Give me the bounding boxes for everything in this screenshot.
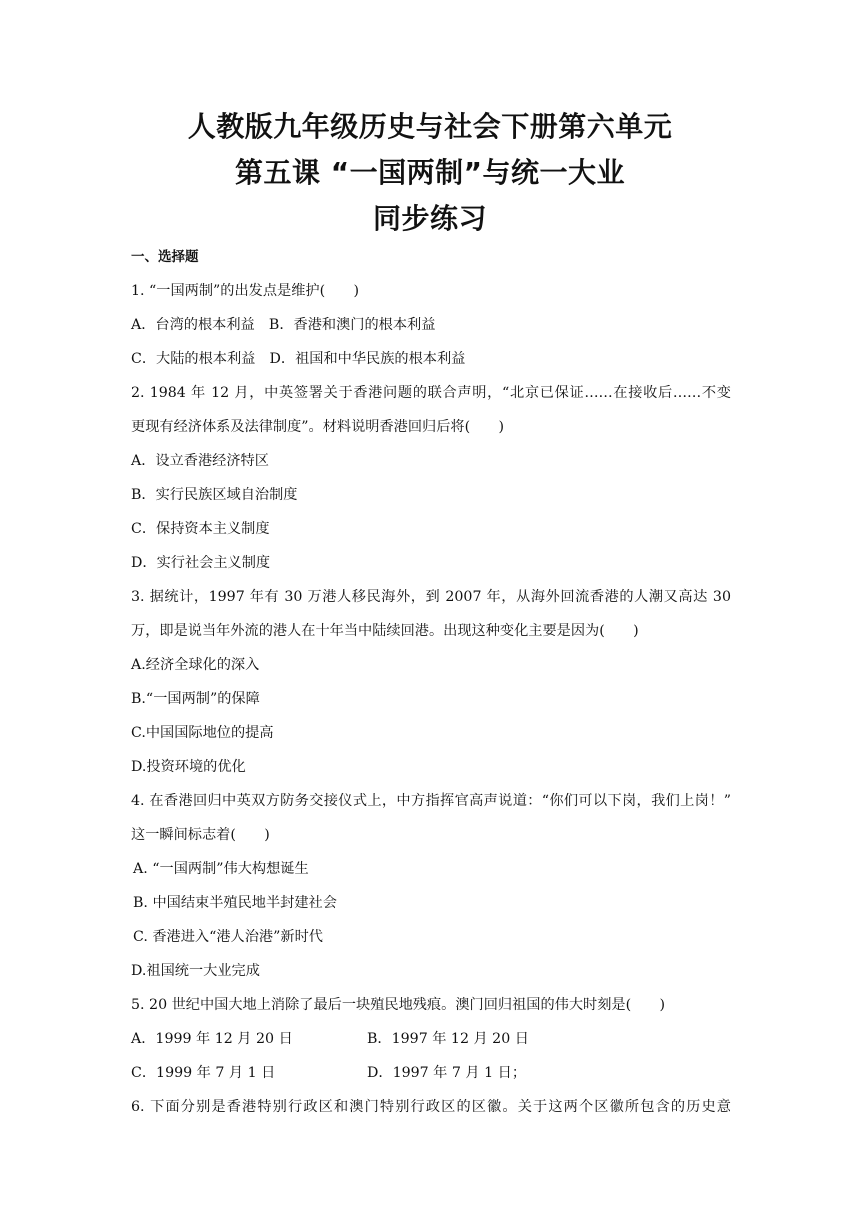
question-4-option-b: B. 中国结束半殖民地半封建社会 [133, 895, 337, 911]
question-5-option-b: B．1997 年 12 月 20 日 [367, 1031, 529, 1047]
question-6-stem-line-1: 6. 下面分别是香港特别行政区和澳门特别行政区的区徽。关于这两个区徽所包含的历史意 [131, 1099, 731, 1115]
question-2-option-c: C．保持资本主义制度 [131, 521, 270, 537]
question-3-stem-line-2: 万，即是说当年外流的港人在十年当中陆续回港。出现这种变化主要是因为( ) [131, 623, 639, 639]
question-5-options-ab [131, 1022, 731, 1056]
section-heading: 一、选择题 [131, 249, 199, 265]
question-4-option-d: D.祖国统一大业完成 [131, 963, 260, 979]
title-line-1: 人教版九年级历史与社会下册第六单元 [187, 110, 673, 143]
question-4-option-c: C. 香港进入“港人治港”新时代 [133, 929, 323, 945]
title-line-2: 第五课 “一国两制”与统一大业 [234, 156, 626, 189]
document-body [131, 240, 731, 1124]
question-3-option-c: C.中国国际地位的提高 [131, 725, 274, 741]
document-title [0, 104, 860, 242]
question-4-stem-line-2: 这一瞬间标志着( ) [131, 827, 270, 843]
question-5-stem: 5. 20 世纪中国大地上消除了最后一块殖民地残痕。澳门回归祖国的伟大时刻是( ) [131, 997, 666, 1013]
question-1-options-ab: A．台湾的根本利益 B．香港和澳门的根本利益 [131, 317, 436, 333]
question-3-option-d: D.投资环境的优化 [131, 759, 246, 775]
question-4-option-a: A. “一国两制”伟大构想诞生 [133, 861, 309, 877]
question-5-option-c: C．1999 年 7 月 1 日 [131, 1065, 276, 1081]
question-5-option-a: A．1999 年 12 月 20 日 [131, 1031, 293, 1047]
question-5-options-cd [131, 1056, 731, 1090]
question-1-options-cd: C．大陆的根本利益 D．祖国和中华民族的根本利益 [131, 351, 466, 367]
question-3-option-b: B.“一国两制”的保障 [131, 691, 260, 707]
question-2-stem-line-2: 更现有经济体系及法律制度”。材料说明香港回归后将( ) [131, 419, 505, 435]
title-line-3: 同步练习 [372, 202, 487, 235]
question-2-option-d: D．实行社会主义制度 [131, 555, 271, 571]
question-2-option-b: B．实行民族区域自治制度 [131, 487, 298, 503]
question-4-stem-line-1: 4. 在香港回归中英双方防务交接仪式上，中方指挥官高声说道：“你们可以下岗，我们上岗！” [131, 793, 731, 809]
question-3-option-a: A.经济全球化的深入 [131, 657, 260, 673]
question-5-option-d: D．1997 年 7 月 1 日； [367, 1065, 527, 1081]
question-2-option-a: A．设立香港经济特区 [131, 453, 269, 469]
question-1-stem: 1. “一国两制”的出发点是维护( ) [131, 283, 360, 299]
question-2-stem-line-1: 2. 1984 年 12 月，中英签署关于香港问题的联合声明，“北京已保证……在接收后……不变 [131, 385, 731, 401]
question-3-stem-line-1: 3. 据统计，1997 年有 30 万港人移民海外，到 2007 年，从海外回流香港的人潮又高达 30 [131, 589, 731, 605]
